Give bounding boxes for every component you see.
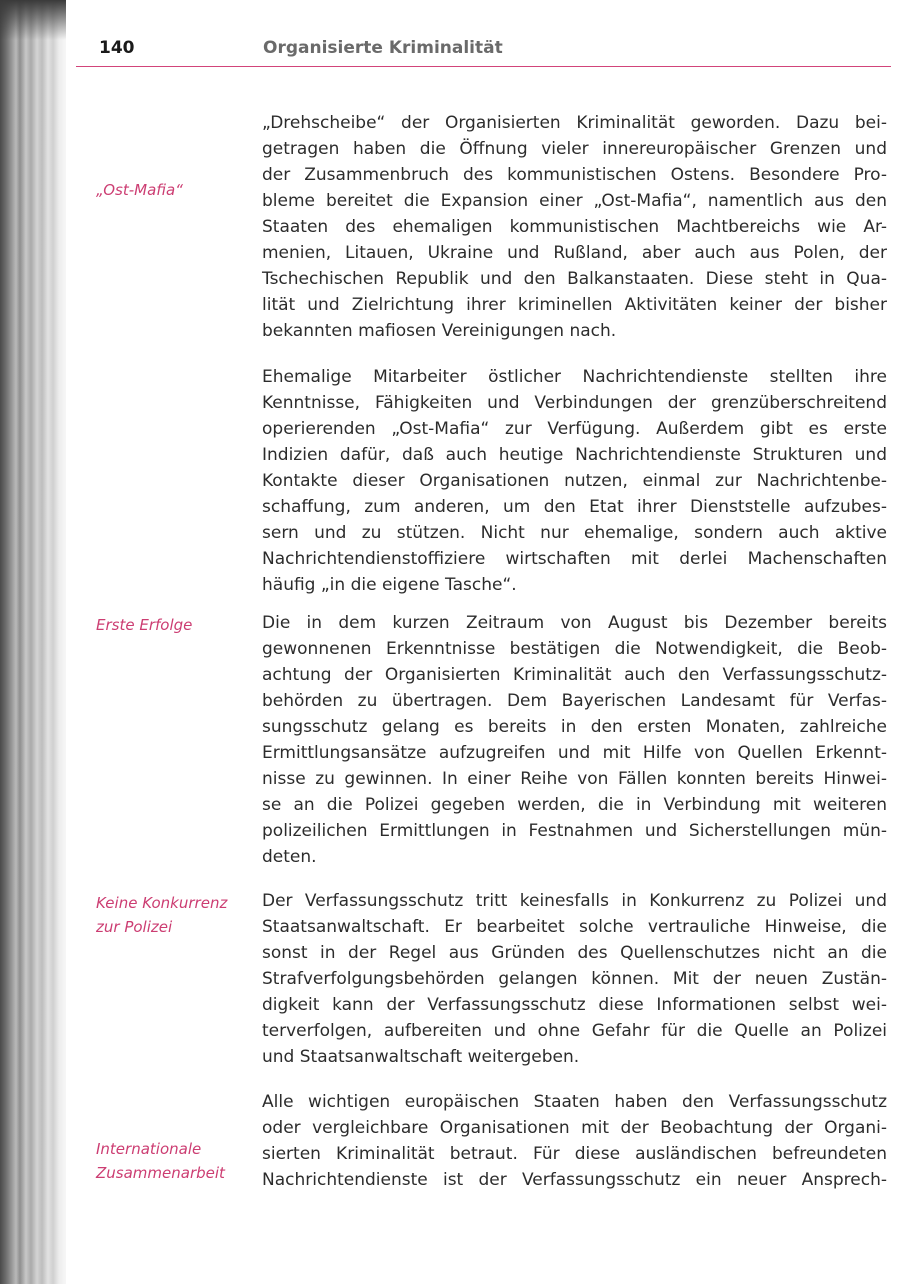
- header-rule: [76, 66, 891, 67]
- margin-note-line: Erste Erfolge: [96, 616, 193, 634]
- margin-note-keine-konkurrenz: [96, 891, 246, 939]
- text-line: menien, Litauen, Ukraine und Rußland, aber auch aus Polen, der: [262, 243, 887, 263]
- text-line: se an die Polizei gegeben werden, die in Verbindung mit weiteren: [262, 795, 887, 815]
- text-line: Kontakte dieser Organisationen nutzen, einmal zur Nachrichtenbe-: [262, 471, 887, 491]
- text-line: Ermittlungsansätze aufzugreifen und mit Hilfe von Quellen Erkennt-: [262, 743, 887, 763]
- margin-note-line: Internationale: [96, 1140, 202, 1158]
- text-line: Tschechischen Republik und den Balkanstaaten. Diese steht in Qua-: [262, 269, 887, 289]
- text-line: nisse zu gewinnen. In einer Reihe von Fällen konnten bereits Hinwei-: [262, 769, 887, 789]
- text-line: Staatsanwaltschaft. Er bearbeitet solche vertrauliche Hinweise, die: [262, 917, 887, 937]
- text-line: lität und Zielrichtung ihrer kriminellen Aktivitäten keiner der bisher: [262, 295, 887, 315]
- paragraph-2: [262, 364, 887, 598]
- text-line: Nachrichtendienste ist der Verfassungsschutz ein neuer Ansprech-: [262, 1170, 887, 1190]
- text-line: häufig „in die eigene Tasche“.: [262, 575, 517, 595]
- text-line: bleme bereitet die Expansion einer „Ost-Mafia“, namentlich aus den: [262, 191, 887, 211]
- text-line: und Staatsanwaltschaft weitergeben.: [262, 1047, 580, 1067]
- text-line: Ehemalige Mitarbeiter östlicher Nachrichtendienste stellten ihre: [262, 367, 887, 387]
- margin-note-line: „Ost-Mafia“: [96, 181, 183, 199]
- text-line: Kenntnisse, Fähigkeiten und Verbindungen der grenzüberschreitend: [262, 393, 887, 413]
- text-line: Strafverfolgungsbehörden gelangen können. Mit der neuen Zustän-: [262, 969, 887, 989]
- text-line: bekannten mafiosen Vereinigungen nach.: [262, 321, 617, 341]
- text-line: oder vergleichbare Organisationen mit der Beobachtung der Organi-: [262, 1118, 887, 1138]
- paragraph-5: [262, 1089, 887, 1193]
- text-line: „Drehscheibe“ der Organisierten Kriminalität geworden. Dazu bei-: [262, 113, 887, 133]
- book-binding-edge: [0, 0, 66, 1284]
- paragraph-3: [262, 610, 887, 870]
- text-line: Nachrichtendienstoffiziere wirtschaften mit derlei Machenschaften: [262, 549, 887, 569]
- text-line: polizeilichen Ermittlungen in Festnahmen und Sicherstellungen mün-: [262, 821, 887, 841]
- text-line: sern und zu stützen. Nicht nur ehemalige, sondern auch aktive: [262, 523, 887, 543]
- text-line: sierten Kriminalität betraut. Für diese ausländischen befreundeten: [262, 1144, 887, 1164]
- text-line: deten.: [262, 847, 317, 867]
- text-line: achtung der Organisierten Kriminalität auch den Verfassungsschutz-: [262, 665, 887, 685]
- margin-note-line: Keine Konkurrenz: [96, 894, 228, 912]
- text-line: terverfolgen, aufbereiten und ohne Gefahr für die Quelle an Polizei: [262, 1021, 887, 1041]
- margin-note-erste-erfolge: [96, 613, 246, 637]
- page-number: 140: [99, 38, 135, 58]
- text-line: Indizien dafür, daß auch heutige Nachrichtendienste Strukturen und: [262, 445, 887, 465]
- text-line: Alle wichtigen europäischen Staaten haben den Verfassungsschutz: [262, 1092, 887, 1112]
- margin-note-ost-mafia: [96, 178, 246, 202]
- text-line: operierenden „Ost-Mafia“ zur Verfügung. Außerdem gibt es erste: [262, 419, 887, 439]
- text-line: Die in dem kurzen Zeitraum von August bis Dezember bereits: [262, 613, 887, 633]
- paragraph-1: [262, 110, 887, 344]
- text-line: getragen haben die Öffnung vieler innereuropäischer Grenzen und: [262, 139, 887, 159]
- margin-note-line: Zusammenarbeit: [96, 1164, 225, 1182]
- binding-shadow: [0, 0, 66, 40]
- paragraph-4: [262, 888, 887, 1070]
- text-line: behörden zu übertragen. Dem Bayerischen Landesamt für Verfas-: [262, 691, 887, 711]
- text-line: digkeit kann der Verfassungsschutz diese Informationen selbst wei-: [262, 995, 887, 1015]
- text-line: gewonnenen Erkenntnisse bestätigen die Notwendigkeit, die Beob-: [262, 639, 887, 659]
- text-line: schaffung, zum anderen, um den Etat ihrer Dienststelle aufzubes-: [262, 497, 887, 517]
- margin-note-line: zur Polizei: [96, 918, 173, 936]
- running-title: Organisierte Kriminalität: [263, 38, 503, 58]
- text-line: der Zusammenbruch des kommunistischen Ostens. Besondere Pro-: [262, 165, 887, 185]
- margin-note-internationale-zusammenarbeit: [96, 1137, 246, 1185]
- text-line: Staaten des ehemaligen kommunistischen Machtbereichs wie Ar-: [262, 217, 887, 237]
- text-line: sonst in der Regel aus Gründen des Quellenschutzes nicht an die: [262, 943, 887, 963]
- text-line: sungsschutz gelang es bereits in den ersten Monaten, zahlreiche: [262, 717, 887, 737]
- text-line: Der Verfassungsschutz tritt keinesfalls in Konkurrenz zu Polizei und: [262, 891, 887, 911]
